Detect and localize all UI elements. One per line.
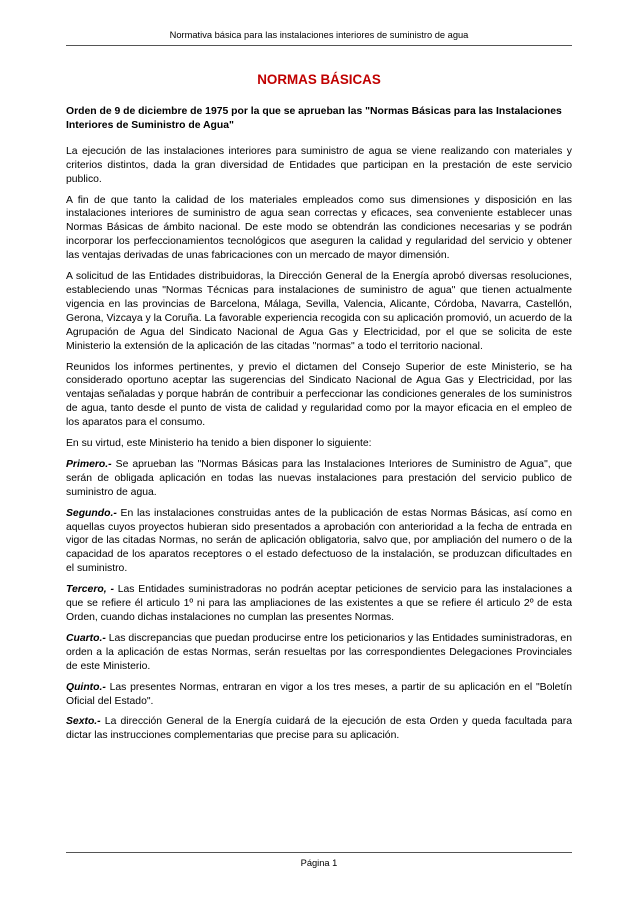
document-body <box>66 72 572 750</box>
footer-rule <box>66 852 572 853</box>
running-header: Normativa básica para las instalaciones interiores de suministro de agua <box>169 30 469 40</box>
paragraph-4 <box>66 361 572 431</box>
paragraph-text: Reunidos los informes pertinentes, y previo el dictamen del Consejo Superior de este Ministerio, se ha considerado oportuno aceptar las sugerencias del Sindicato Nacional de Agua Gas y Electricidad, por las ventajas señaladas y porque habrán de contribuir a perfeccionar las condiciones generales de los suministros de agua, tanto desde el punto de vista de calidad y regularidad como por la mayor eficacia en el empleo de los aparatos para el consumo. <box>66 361 572 429</box>
article-lead: Cuarto.- <box>66 632 106 644</box>
page-number: Página 1 <box>300 858 338 868</box>
article-segundo <box>66 507 572 577</box>
article-lead: Primero.- <box>66 458 112 470</box>
paragraph-5 <box>66 437 572 451</box>
article-text: Las presentes Normas, entraran en vigor a los tres meses, a partir de su aplicación en el "Boletín Oficial del Estado". <box>66 681 572 707</box>
paragraph-text: A solicitud de las Entidades distribuidoras, la Dirección General de la Energía aprobó diversas resoluciones, estableciendo unas "Normas Técnicas para instalaciones de suministro de agua" que tienen actualmente vigencia en las provincias de Barcelona, Málaga, Sevilla, Valencia, Alicante, Córdoba, Navarra, Castellón, Gerona, Vizcaya y la Coruña. La favorable experiencia recogida con su aplicación promovió, un acuerdo de la Agrupación de Agua del Sindicato Nacional de Agua Gas y Electricidad, por el que se solicita de este Ministerio la extensión de la aplicación de las citadas "normas" a todo el territorio nacional. <box>66 271 572 352</box>
document-title: NORMAS BÁSICAS <box>257 72 381 87</box>
paragraph-text: En su virtud, este Ministerio ha tenido a bien disponer lo siguiente: <box>66 438 372 450</box>
article-lead: Segundo.- <box>66 507 117 519</box>
article-text: Las Entidades suministradoras no podrán aceptar peticiones de servicio para las instalaciones a que se refiere él articulo 1º ni para las ampliaciones de las existentes a que se refiere él articulo 2º de esta Orden, cuando dichas instalaciones no cumplan las presentes Normas. <box>66 584 572 623</box>
article-text: En las instalaciones construidas antes de la publicación de estas Normas Básicas, así como en aquellas cuyos proyectos hubieran sido presentados a aprobación con anterioridad a la fecha de entrada en vigor de las citadas Normas, no serán de aplicación obligatoria, salvo que, por ampliación del numero o de la capacidad de los aparatos receptores o el estado defectuoso de la instalación, se produzcan dificultades en el suministro. <box>66 507 572 575</box>
paragraph-text: La ejecución de las instalaciones interiores para suministro de agua se viene realizando con materiales y criterios distintos, dada la gran diversidad de Entidades que participan en la prestación de este servicio publico. <box>66 145 572 185</box>
article-sexto <box>66 715 572 743</box>
article-text: La dirección General de la Energía cuidará de la ejecución de esta Orden y queda facultada para dictar las instrucciones complementarias que precise para su aplicación. <box>66 716 572 742</box>
paragraph-3 <box>66 270 572 353</box>
article-text: Las discrepancias que puedan producirse entre los peticionarios y las Entidades suministradoras, en orden a la aplicación de estas Normas, serán resueltas por las correspondientes Delegaciones Provinciales de este Ministerio. <box>66 632 572 672</box>
article-tercero <box>66 583 572 625</box>
document-subtitle: Orden de 9 de diciembre de 1975 por la que se aprueban las "Normas Básicas para las Instalaciones Interiores de Suministro de Agua" <box>66 106 562 131</box>
article-quinto <box>66 681 572 709</box>
article-text: Se aprueban las "Normas Básicas para las Instalaciones Interiores de Suministro de Agua", que serán de obligada aplicación en todas las nuevas instalaciones para prestación del servicio publico de suministro de agua. <box>66 458 572 498</box>
article-cuarto <box>66 632 572 674</box>
paragraph-text: A fin de que tanto la calidad de los materiales empleados como sus dimensiones y disposición en las instalaciones interiores de suministro de agua sean correctas y eficaces, sea conveniente establecer unas Normas Básicas de ámbito nacional. De este modo se obtendrán las condiciones necesarias y se podrán incorporar los perfeccionamientos tecnológicos que aseguren la calidad y regularidad del servicio y obtener las ventajas derivadas de unas fabricaciones con un mercado de mayor dimensión. <box>66 194 572 262</box>
paragraph-2 <box>66 194 572 264</box>
article-lead: Tercero, - <box>66 584 114 596</box>
article-primero <box>66 458 572 500</box>
paragraph-1 <box>66 145 572 187</box>
header-rule <box>66 45 572 46</box>
article-lead: Sexto.- <box>66 716 101 728</box>
article-lead: Quinto.- <box>66 681 106 693</box>
